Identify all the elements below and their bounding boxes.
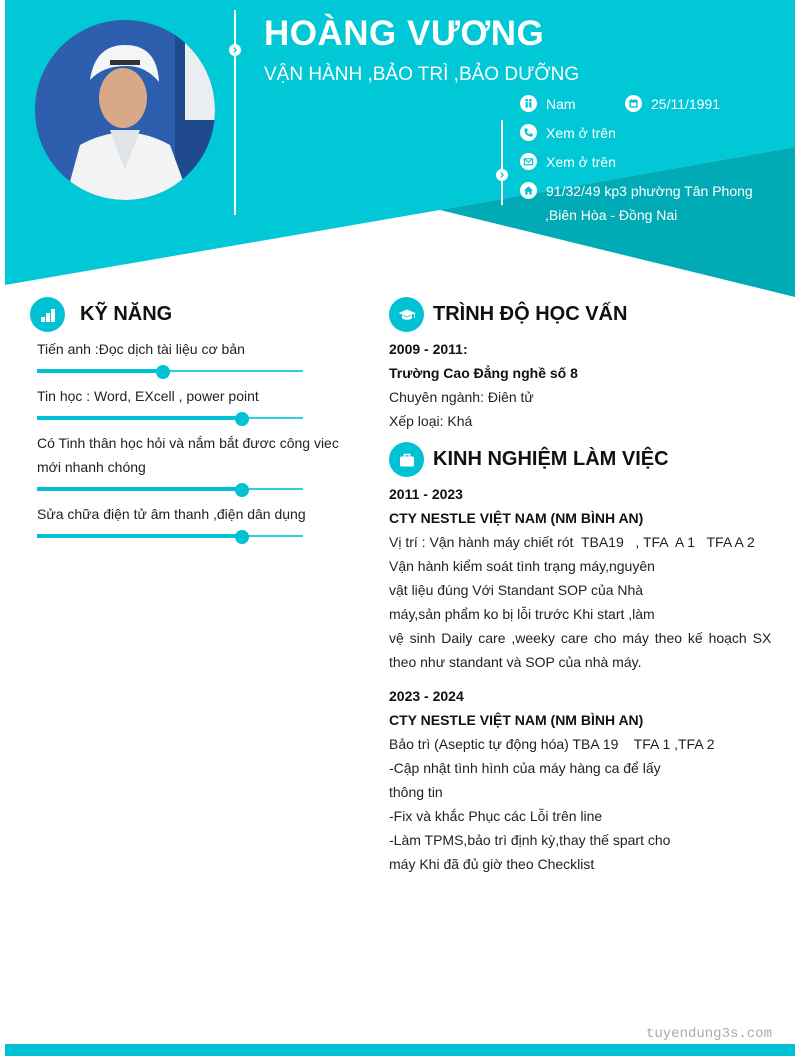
skill-label: Sửa chữa điện tử âm thanh ,điện dân dụng	[37, 506, 306, 522]
education-title: TRÌNH ĐỘ HỌC VẤN	[433, 303, 628, 325]
slider-knob[interactable]	[156, 365, 170, 379]
job-description-line: -Fix và khắc Phục các Lỗi trên line	[389, 808, 603, 824]
slider-knob[interactable]	[235, 412, 249, 426]
footer-bar	[5, 1044, 795, 1056]
address-row	[520, 182, 753, 199]
job-description-line: Vị trí : Vận hành máy chiết rót TBA19 , TFA A 1 TFA A 2	[389, 534, 755, 550]
job-company: CTY NESTLE VIỆT NAM (NM BÌNH AN)	[389, 510, 644, 526]
skill-item	[37, 384, 357, 424]
education-content	[389, 337, 779, 433]
job-description-line: -Làm TPMS,bảo trì định kỳ,thay thế spart cho	[389, 832, 671, 848]
birthday-value: 25/11/1991	[651, 95, 721, 112]
job-description-line: thông tin	[389, 784, 443, 800]
skills-heading	[30, 297, 172, 332]
skill-slider[interactable]	[37, 412, 303, 424]
job-description-line: Vận hành kiểm soát tình trạng máy,nguyên	[389, 558, 655, 574]
slider-knob[interactable]	[235, 530, 249, 544]
envelope-icon	[520, 153, 537, 170]
skill-slider[interactable]	[37, 483, 303, 495]
gender-row	[520, 95, 576, 112]
phone-row	[520, 124, 616, 141]
education-major: Chuyên ngành: Điên tử	[389, 389, 534, 405]
watermark: tuyendung3s.com	[645, 1026, 772, 1042]
job-period: 2023 - 2024	[389, 688, 464, 704]
job-entry	[389, 482, 779, 674]
job-title: VẬN HÀNH ,BẢO TRÌ ,BẢO DƯỠNG	[264, 64, 580, 85]
email-row	[520, 153, 616, 170]
home-icon	[520, 182, 537, 199]
experience-heading	[389, 442, 669, 477]
education-grade: Xếp loại: Khá	[389, 413, 473, 429]
avatar	[35, 20, 215, 200]
education-period: 2009 - 2011:	[389, 341, 468, 357]
education-school: Trường Cao Đẳng nghề số 8	[389, 365, 578, 381]
candidate-name: HOÀNG VƯƠNG	[264, 14, 545, 53]
skill-label: mới nhanh chóng	[37, 459, 146, 475]
job-entry	[389, 684, 779, 876]
job-company: CTY NESTLE VIỆT NAM (NM BÌNH AN)	[389, 712, 644, 728]
briefcase-icon	[389, 442, 424, 477]
skill-item	[37, 502, 357, 542]
gender-icon	[520, 95, 537, 112]
chevron-right-icon	[496, 169, 508, 181]
skill-label: Tiến anh :Đọc dịch tài liệu cơ bản	[37, 341, 245, 357]
slider-knob[interactable]	[235, 483, 249, 497]
job-description-line: Bảo trì (Aseptic tự động hóa) TBA 19 TFA 1 ,TFA 2	[389, 736, 715, 752]
profile-photo-icon	[35, 20, 215, 200]
skill-label: Có Tinh thân học hỏi và nắm bắt đươc công viec	[37, 435, 339, 451]
bar-chart-icon	[30, 297, 65, 332]
job-description-line: máy Khi đã đủ giờ theo Checklist	[389, 856, 595, 872]
address-line2: ,Biên Hòa - Đồng Nai	[545, 207, 678, 223]
birthday-row	[625, 95, 720, 112]
phone-icon	[520, 124, 537, 141]
job-description-line: máy,sản phẩm ko bị lỗi trước Khi start ,làm	[389, 606, 655, 622]
graduation-cap-icon	[389, 297, 424, 332]
chevron-right-icon	[229, 44, 241, 56]
skill-item	[37, 337, 357, 377]
calendar-icon	[625, 95, 642, 112]
skill-slider[interactable]	[37, 365, 303, 377]
job-description-line: -Cập nhật tình hình của máy hàng ca để lấy	[389, 760, 661, 776]
timeline-divider	[234, 10, 236, 215]
info-divider	[501, 120, 503, 205]
job-description-line: vệ sinh Daily care ,weeky care cho máy theo kế hoạch SX	[389, 630, 772, 646]
skill-slider[interactable]	[37, 530, 303, 542]
skill-label: Tin học : Word, EXcell , power point	[37, 388, 259, 404]
gender-value: Nam	[546, 95, 576, 112]
job-description-line: theo như standant và SOP của nhà máy.	[389, 654, 642, 670]
skills-title: KỸ NĂNG	[80, 303, 173, 325]
skill-item	[37, 431, 357, 495]
education-heading	[389, 297, 627, 332]
job-description-line: vật liệu đúng Với Standant SOP của Nhà	[389, 582, 644, 598]
job-period: 2011 - 2023	[389, 486, 463, 502]
address-line1: 91/32/49 kp3 phường Tân Phong	[546, 182, 753, 199]
phone-value: Xem ở trên	[546, 124, 616, 141]
email-value: Xem ở trên	[546, 153, 616, 170]
experience-title: KINH NGHIỆM LÀM VIỆC	[433, 448, 669, 470]
